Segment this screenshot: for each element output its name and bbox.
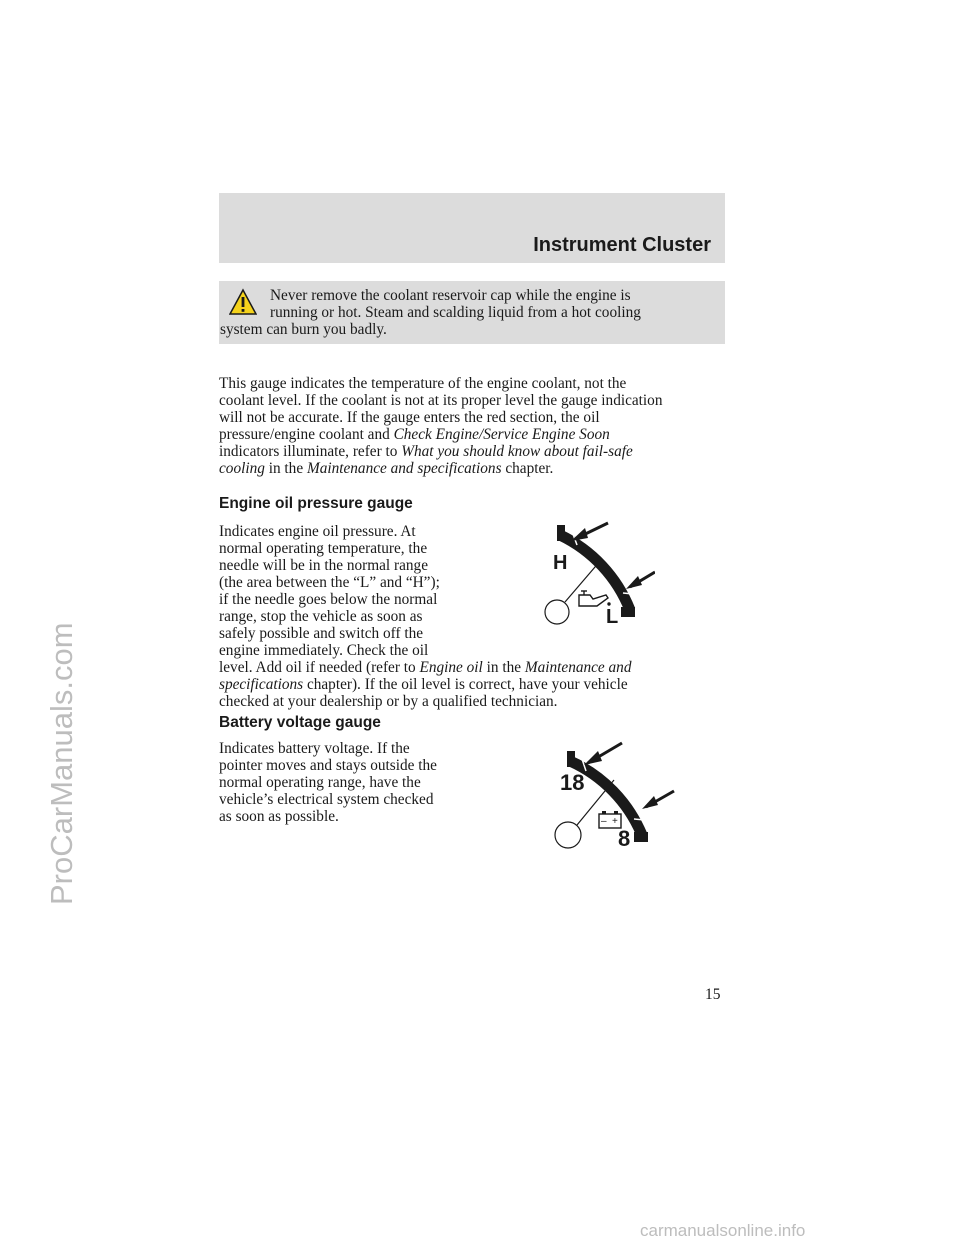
oil-gauge-heading: Engine oil pressure gauge xyxy=(219,495,413,512)
text-line: level. Add oil if needed (refer to Engine oil in the Maintenance and xyxy=(219,659,632,676)
battery-minus-label: – xyxy=(601,816,607,827)
gauge-pivot xyxy=(545,600,569,624)
text-line: checked at your dealership or by a qualified technician. xyxy=(219,693,558,710)
battery-plus-label: + xyxy=(612,816,618,827)
gauge-high-label: H xyxy=(553,552,568,574)
text-line: pressure/engine coolant and Check Engine/Service Engine Soon xyxy=(219,426,610,443)
gauge-pivot xyxy=(555,822,581,848)
gauge-end-mark xyxy=(621,607,635,617)
text-line: specifications chapter). If the oil level is correct, have your vehicle xyxy=(219,676,628,693)
section-title: Instrument Cluster xyxy=(533,234,711,256)
watermark-side-text: ProCarManuals.com xyxy=(44,622,79,905)
text-line: needle will be in the normal range xyxy=(219,557,428,574)
section-header xyxy=(219,193,725,263)
text-line: coolant level. If the coolant is not at its proper level the gauge indication xyxy=(219,392,663,409)
text-line: range, stop the vehicle as soon as xyxy=(219,608,423,625)
text-line: safely possible and switch off the xyxy=(219,625,424,642)
gauge-low-label: L xyxy=(606,606,619,628)
text-line: This gauge indicates the temperature of the engine coolant, not the xyxy=(219,375,627,392)
text-line: (the area between the “L” and “H”); xyxy=(219,574,440,591)
text-line: normal operating temperature, the xyxy=(219,540,428,557)
text-line: vehicle’s electrical system checked xyxy=(219,791,434,808)
gauge-low-label: 8 xyxy=(618,826,631,851)
warning-line: running or hot. Steam and scalding liquid from a hot cooling xyxy=(270,304,641,321)
text-line: normal operating range, have the xyxy=(219,774,421,791)
text-line: Indicates battery voltage. If the xyxy=(219,740,410,757)
text-line: will not be accurate. If the gauge enters the red section, the oil xyxy=(219,409,600,426)
text-line: cooling in the Maintenance and specifications chapter. xyxy=(219,460,554,477)
battery-gauge-heading: Battery voltage gauge xyxy=(219,714,381,731)
gauge-end-mark xyxy=(634,832,648,842)
watermark-bottom: carmanualsonline.info xyxy=(640,1221,806,1240)
text-line: pointer moves and stays outside the xyxy=(219,757,437,774)
oil-can-icon xyxy=(579,591,610,606)
text-line: indicators illuminate, refer to What you should know about fail-safe xyxy=(219,443,633,460)
warning-line: system can burn you badly. xyxy=(220,321,387,338)
intro-paragraph xyxy=(219,375,725,477)
warning-box xyxy=(219,281,725,344)
text-line: engine immediately. Check the oil xyxy=(219,642,429,659)
gauge-needle xyxy=(565,560,601,602)
text-line: as soon as possible. xyxy=(219,808,339,825)
gauge-end-mark xyxy=(567,751,575,767)
watermark-side xyxy=(0,0,79,1242)
battery-voltage-gauge xyxy=(550,735,680,860)
page-number: 15 xyxy=(705,986,721,1003)
text-line: if the needle goes below the normal xyxy=(219,591,438,608)
gauge-high-label: 18 xyxy=(560,770,585,795)
warning-text xyxy=(219,287,709,338)
oil-pressure-gauge xyxy=(535,515,655,645)
warning-line: Never remove the coolant reservoir cap while the engine is xyxy=(270,287,631,304)
battery-icon xyxy=(599,811,621,828)
text-line: Indicates engine oil pressure. At xyxy=(219,523,416,540)
gauge-end-mark xyxy=(557,525,565,541)
